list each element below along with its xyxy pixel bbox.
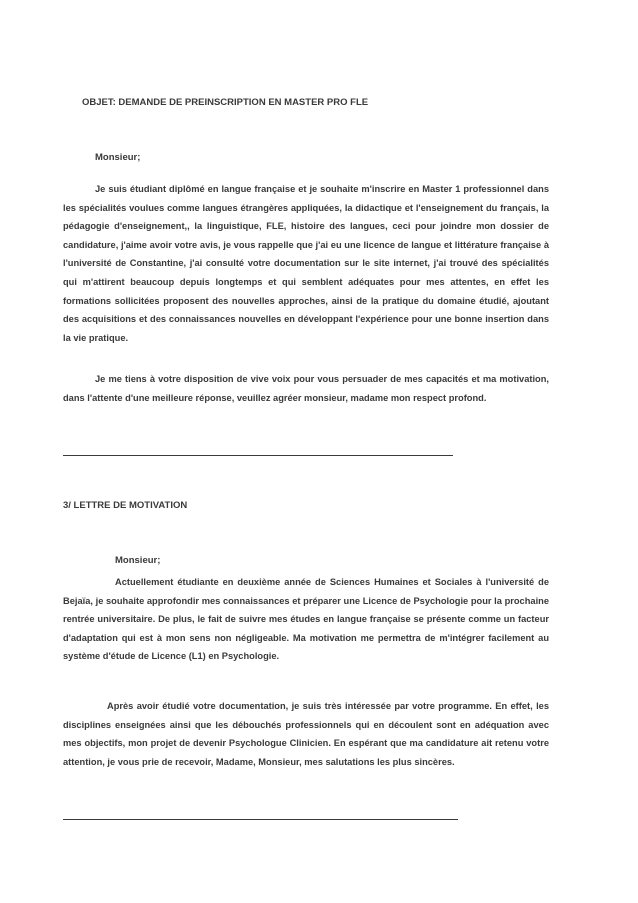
letter1-salutation: Monsieur; bbox=[95, 152, 141, 163]
letter2-paragraph-1: Actuellement étudiante en deuxième année de Sciences Humaines et Sociales à l'université de Bejaïa, je souhaite approfondir mes connaissances et préparer une Licence de Psychologie pour la prochaine rentrée universitaire. De plus, le fait de suivre mes études en langue française se présente comme un facteur d'adaptation qui est à mon sens non négligeable. Ma motivation me permettra de m'intégrer facilement au système d'étude de Licence (L1) en Psychologie. bbox=[63, 577, 549, 662]
section-heading: 3/ LETTRE DE MOTIVATION bbox=[63, 500, 188, 511]
letter2-salutation: Monsieur; bbox=[115, 555, 161, 566]
letter1-paragraph-2: Je me tiens à votre disposition de vive voix pour vous persuader de mes capacités et ma motivation, dans l'attente d'une meilleure réponse, veuillez agréer monsieur, madame mon respect profond. bbox=[63, 374, 549, 403]
letter1-paragraph-1: Je suis étudiant diplômé en langue française et je souhaite m'inscrire en Master 1 professionnel dans les spécialités voulues comme langues étrangères appliquées, la didactique et l'enseignement du français, la pédagogie d'enseignement,, la linguistique, FLE, histoire des langues, ceci pour joindre mon dossier de candidature, j'aime avoir votre avis, je vous rappelle que j'ai eu une licence de langue et littérature française à l'université de Constantine, j'ai consulté votre documentation sur le site internet, j'ai trouvé des spécialités qui m'attirent beaucoup depuis longtemps et qui semblent adéquates pour mes attentes, en effet les formations sollicitées proposent des nouvelles approches, ainsi de la pratique du domaine étudié, ajoutant des acquisitions et des connaissances nouvelles en développant l'expérience pour une bonne insertion dans la vie pratique. bbox=[63, 184, 549, 343]
letter2-paragraph-2: Après avoir étudié votre documentation, je suis très intéressée par votre programme. En effet, les disciplines enseignées ainsi que les débouchés professionnels qui en découlent sont en adéquation avec mes objectifs, mon projet de devenir Psychologue Clinicien. En espérant que ma candidature ait retenu votre attention, je vous prie de recevoir, Madame, Monsieur, mes salutations les plus sincères. bbox=[63, 701, 549, 767]
section-divider bbox=[63, 819, 458, 820]
letter-subject: OBJET: DEMANDE DE PREINSCRIPTION EN MASTER PRO FLE bbox=[82, 97, 369, 108]
section-divider bbox=[63, 455, 453, 456]
